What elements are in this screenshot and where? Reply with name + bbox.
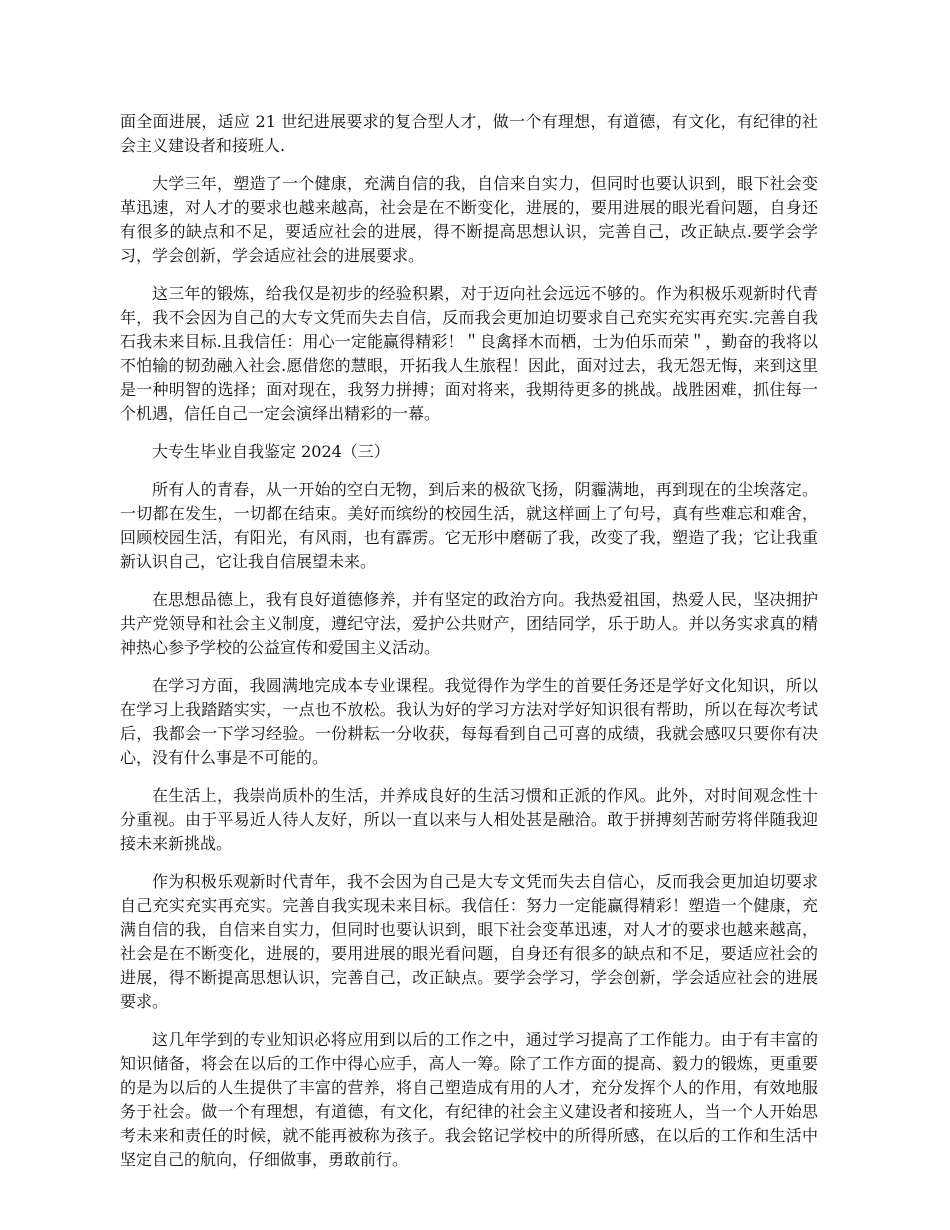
paragraph-continuation: 面全面进展，适应 21 世纪进展要求的复合型人才，做一个有理想，有道德，有文化，有纪律的社会主义建设者和接班人. — [120, 112, 818, 155]
paragraph: 在思想品德上，我有良好道德修养，并有坚定的政治方向。我热爱祖国，热爱人民，坚决拥护共产党领导和社会主义制度，遵纪守法，爱护公共财产，团结同学，乐于助人。并以务实求真的精神热心参予学校的公益宣传和爱国主义活动。 — [120, 590, 818, 657]
paragraph: 大学三年，塑造了一个健康，充满自信的我，自信来自实力，但同时也要认识到，眼下社会变革迅速，对人才的要求也越来越高，社会是在不断变化，进展的，要用进展的眼光看问题，自身还有很多的缺点和不足，要适应社会的进展，得不断提高思想认识，完善自己，改正缺点.要学会学习，学会创新，学会适应社会的进展要求。 — [120, 174, 818, 265]
paragraph: 在学习方面，我圆满地完成本专业课程。我觉得作为学生的首要任务还是学好文化知识，所以在学习上我踏踏实实，一点也不放松。我认为好的学习方法对学好知识很有帮助，所以在每次考试后，我都会一下学习经验。一份耕耘一分收获，每每看到自己可喜的成绩，我就会感叹只要你有决心，没有什么事是不可能的。 — [120, 676, 818, 767]
paragraph: 这三年的锻炼，给我仅是初步的经验积累，对于迈向社会远远不够的。作为积极乐观新时代青年，我不会因为自己的大专文凭而失去自信，反而我会更加迫切要求自己充实充实再充实.完善自我石我未来目标.且我信任：用心一定能赢得精彩！＂良禽择木而栖，士为伯乐而荣＂，勤奋的我将以不怕输的韧劲融入社会.愿借您的慧眼，开拓我人生旅程！因此，面对过去，我无怨无悔，来到这里是一种明智的选择；面对现在，我努力拼搏；面对将来，我期待更多的挑战。战胜困难，抓住每一个机遇，信任自己一定会演绎出精彩的一幕。 — [120, 284, 818, 423]
paragraph: 所有人的青春，从一开始的空白无物，到后来的极欲飞扬，阴霾满地，再到现在的尘埃落定。一切都在发生，一切都在结束。美好而缤纷的校园生活，就这样画上了句号，真有些难忘和难舍，回顾校园生活，有阳光，有风雨，也有霹雳。它无形中磨砺了我，改变了我，塑造了我；它让我重新认识自己，它让我自信展望未来。 — [120, 480, 818, 571]
section-heading: 大专生毕业自我鉴定 2024（三） — [152, 442, 390, 461]
paragraph: 作为积极乐观新时代青年，我不会因为自己是大专文凭而失去自信心，反而我会更加迫切要求自己充实充实再充实。完善自我实现未来目标。我信任：努力一定能赢得精彩！塑造一个健康，充满自信的我，自信来自实力，但同时也要认识到，眼下社会变革迅速，对人才的要求也越来越高，社会是在不断变化，进展的，要用进展的眼光看问题，自身还有很多的缺点和不足，要适应社会的进展，得不断提高思想认识，完善自己，改正缺点。要学会学习，学会创新，学会适应社会的进展要求。 — [120, 872, 818, 1011]
paragraph: 在生活上，我崇尚质朴的生活，并养成良好的生活习惯和正派的作风。此外，对时间观念性十分重视。由于平易近人待人友好，所以一直以来与人相处甚是融洽。敢于拼搏刻苦耐劳将伴随我迎接未来新挑战。 — [120, 786, 818, 853]
paragraph: 这几年学到的专业知识必将应用到以后的工作之中，通过学习提高了工作能力。由于有丰富的知识储备，将会在以后的工作中得心应手，高人一筹。除了工作方面的提高、毅力的锻炼，更重要的是为以后的人生提供了丰富的营养，将自己塑造成有用的人才，充分发挥个人的作用，有效地服务于社会。做一个有理想，有道德，有文化，有纪律的社会主义建设者和接班人，当一个人开始思考未来和责任的时候，就不能再被称为孩子。我会铭记学校中的所得所感，在以后的工作和生活中坚定自己的航向，仔细做事，勇敢前行。 — [120, 1030, 818, 1169]
